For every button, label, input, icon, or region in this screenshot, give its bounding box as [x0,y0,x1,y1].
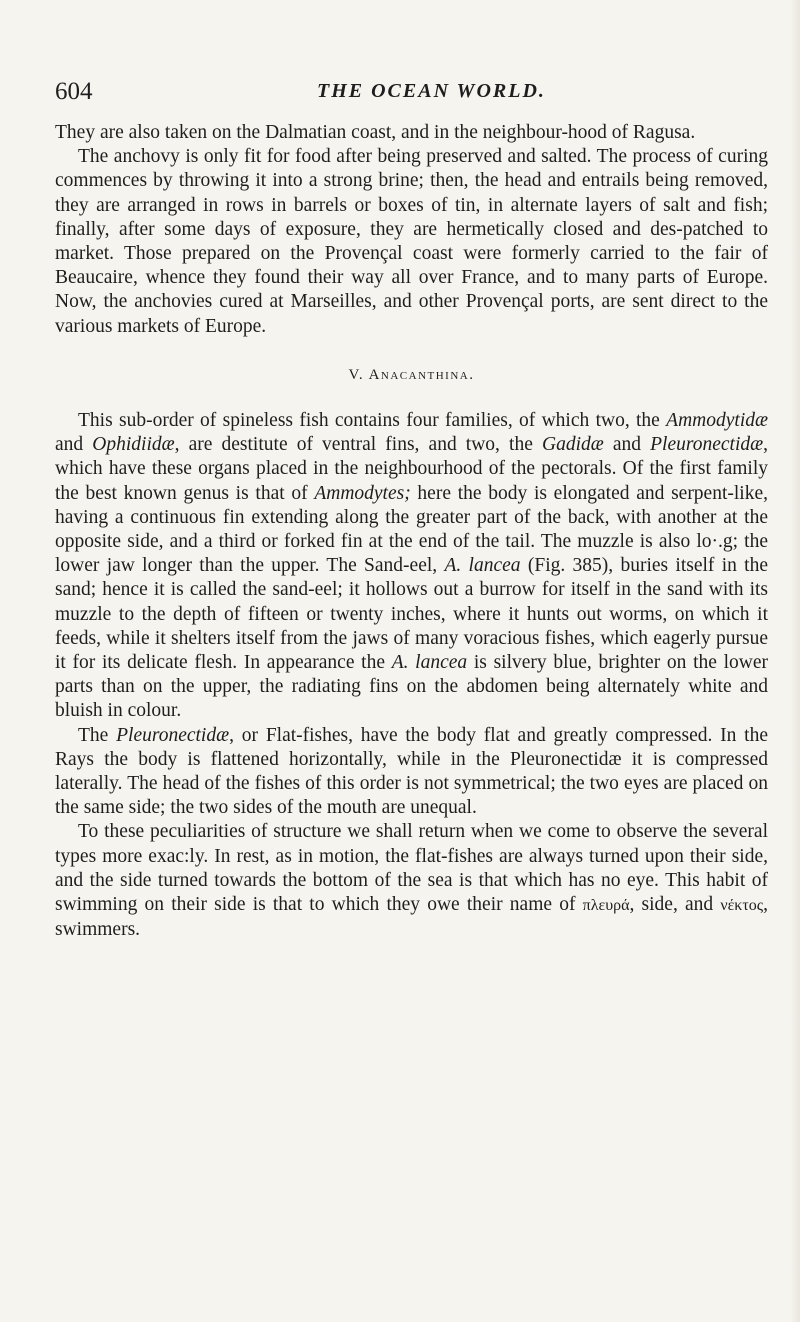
italic-run: Ammodytidæ [666,410,768,432]
paragraph-3 [55,409,768,724]
paragraph-1 [55,121,768,145]
body-text [55,121,768,943]
text-run: and [55,434,93,456]
text-run: To these peculiarities of structure we shall return when we come to observe the several types more exac:ly. In rest, as in motion, the flat-fishes are always turned upon their side, and the side turned towards the bottom of the sea is that which has no eye. This habit of swimming on their side is that to which they owe their name of [55,821,768,916]
text-run: , swimmers. [55,894,768,941]
italic-run: A. lancea [391,652,468,674]
page-number: 604 [55,78,93,105]
text-run: , which have these organs placed in the neighbourhood of the pectorals. Of the first family the best known genus is that of [55,434,769,504]
italic-run: Pleuronectidæ [116,724,230,746]
section-heading: V. Anacanthina. [348,366,475,383]
paragraph-2-text: The anchovy is only fit for food after being preserved and salted. The process of curing commences by throwing it into a strong brine; then, the head and entrails being removed, they are arranged in rows in barrels or boxes of tin, in alternate layers of salt and fish; finally, after some days of exposure, they are hermetically closed and des-patched to market. Those prepared on the Provençal coast were formerly carried to the fair of Beaucaire, whence they found their way all over France, and to many parts of Europe. Now, the anchovies cured at Marseilles, and other Provençal ports, are sent direct to the various markets of Europe. [55,146,768,337]
paragraph-5 [55,820,768,942]
text-run: and [603,434,651,456]
greek-word: πλευρά [582,897,630,915]
running-head: THE OCEAN WORLD. [317,80,546,102]
italic-run: A. lancea [444,555,521,577]
text-run: is silvery blue, brighter on the lower parts than on the upper, the radiating fins on the abdomen being alternately white and bluish in colour. [55,652,769,722]
text-run: , are destitute of ventral fins, and two, the [174,434,542,456]
text-run: The [78,724,117,746]
italic-run: Pleuronectidæ [650,434,764,456]
text-run: This sub-order of spineless fish contains four families, of which two, the [78,410,667,432]
greek-word: νέκτος [720,897,764,915]
paragraph-1-text: They are also taken on the Dalmatian coast, and in the neighbour-hood of Ragusa. [55,122,696,143]
italic-run: Gadidæ [541,434,604,456]
page-header [55,78,755,108]
text-run: (Fig. 385), buries itself in the sand; hence it is called the sand-eel; it hollows out a burrow for itself in the sand with its muzzle to the depth of fifteen or twenty inches, where it hunts out worms, on which it feeds, while it shelters itself from the jaws of many voracious fishes, which eagerly pursue it for its delicate flesh. In appearance the [55,555,769,674]
italic-run: Ophidiidæ [92,434,175,456]
text-run: , side, and [629,894,721,916]
text-run: here the body is elongated and serpent-like, having a continuous fin extending along the greater part of the back, with another at the opposite side, and a third or forked fin at the end of the tail. The muzzle is also lo·.g; the lower jaw longer than the upper. The Sand-eel, [55,482,768,577]
italic-run: Ammodytes; [314,482,411,504]
page-edge-shadow [790,0,800,1322]
paragraph-4 [55,724,768,821]
text-run: , or Flat-fishes, have the body flat and greatly compressed. In the Rays the body is flattened horizontally, while in the Pleuronectidæ it is compressed laterally. The head of the fishes of this order is not symmetrical; the two eyes are placed on the same side; the two sides of the mouth are unequal. [55,724,768,819]
paragraph-2 [55,145,768,339]
